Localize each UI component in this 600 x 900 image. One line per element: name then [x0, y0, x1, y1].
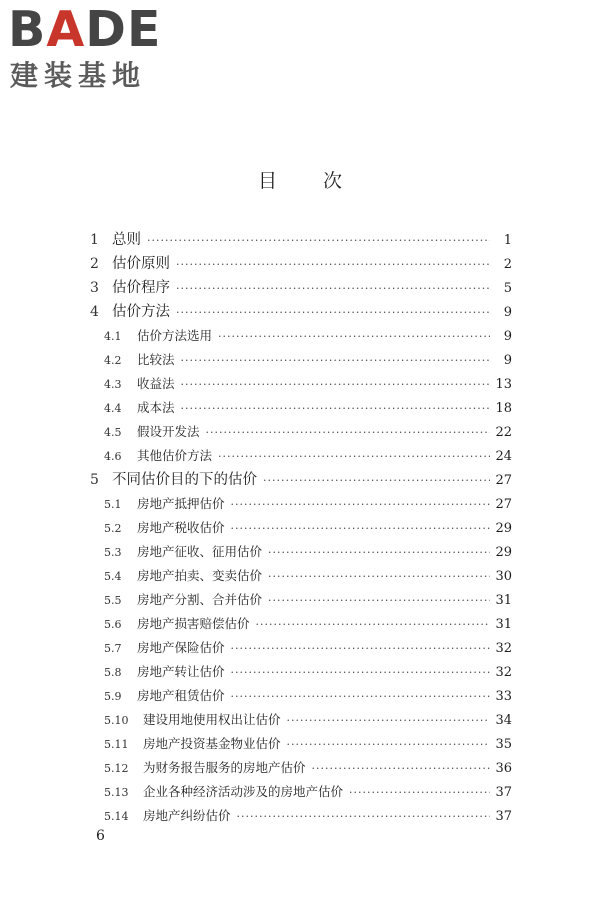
toc-entry-number: 4.4: [104, 402, 122, 415]
toc-entry-page: 2: [503, 257, 512, 272]
logo-wordmark: [8, 1, 162, 58]
page-title: [0, 166, 600, 193]
toc-entry-label: 估价方法: [112, 304, 170, 320]
toc-entry-page: 24: [495, 449, 512, 464]
toc-entry-number: 5.10: [104, 714, 129, 727]
page-number: 6: [96, 828, 105, 844]
toc-entry-label: 房地产租赁估价: [137, 688, 225, 703]
toc-dot-leader: [231, 493, 490, 516]
toc-entry-label: 估价原则: [112, 256, 170, 272]
toc-dot-leader: [218, 445, 490, 468]
toc-entry[interactable]: [90, 708, 512, 732]
toc-entry-page: 18: [495, 401, 512, 416]
toc-dot-leader: [268, 589, 490, 612]
toc-entry-label: 房地产税收估价: [137, 520, 225, 535]
toc-entry-label: 为财务报告服务的房地产估价: [143, 760, 306, 775]
toc-entry-number: 4.1: [104, 330, 122, 343]
toc-entry[interactable]: [90, 588, 512, 612]
logo-letter-b: B: [8, 1, 47, 58]
toc-entry-number: 5.7: [104, 642, 122, 655]
toc-entry-number: 4: [90, 304, 99, 320]
logo-letter-a: A: [46, 1, 86, 58]
toc-entry-number: 5.14: [104, 810, 129, 823]
toc-entry-page: 9: [503, 329, 512, 344]
toc-entry-number: 5.12: [104, 762, 129, 775]
toc-entry-label: 估价方法选用: [137, 328, 213, 343]
logo-subtitle: 建装基地: [10, 59, 147, 92]
toc-entry-page: 5: [503, 281, 512, 296]
toc-entry-number: 5: [90, 472, 99, 488]
toc-entry-label: 其他估价方法: [137, 448, 213, 463]
toc-entry-number: 4.6: [104, 450, 122, 463]
toc-entry[interactable]: [90, 564, 512, 588]
toc-entry[interactable]: [90, 468, 512, 492]
toc-entry-page: 29: [495, 521, 512, 536]
toc-entry-page: 33: [495, 689, 512, 704]
toc-entry-page: 36: [495, 761, 512, 776]
toc-entry[interactable]: [90, 396, 512, 420]
toc-entry-label: 房地产投资基金物业估价: [143, 736, 281, 751]
toc-entry-page: 9: [503, 305, 512, 320]
toc-entry[interactable]: [90, 756, 512, 780]
toc-entry-label: 不同估价目的下的估价: [112, 472, 257, 488]
toc-entry-page: 29: [495, 545, 512, 560]
toc-entry-label: 房地产保险估价: [137, 640, 225, 655]
page-title-char-1: 目: [257, 170, 277, 192]
toc-entry-label: 假设开发法: [137, 424, 200, 439]
toc-entry-label: 房地产征收、征用估价: [137, 544, 263, 559]
toc-entry-number: 4.5: [104, 426, 122, 439]
toc-entry-number: 5.6: [104, 618, 122, 631]
toc-entry-number: 3: [90, 280, 99, 296]
toc-dot-leader: [218, 325, 490, 348]
toc-entry-label: 房地产损害赔偿估价: [137, 616, 250, 631]
toc-dot-leader: [349, 781, 490, 804]
toc-dot-leader: [287, 733, 490, 756]
toc-entry-page: 30: [495, 569, 512, 584]
toc-entry[interactable]: [90, 732, 512, 756]
toc-entry-label: 成本法: [137, 400, 175, 415]
toc-entry-label: 房地产抵押估价: [137, 496, 225, 511]
toc-entry-label: 房地产分割、合并估价: [137, 592, 263, 607]
toc-dot-leader: [176, 277, 490, 300]
toc-dot-leader: [181, 373, 490, 396]
toc-entry-page: 34: [495, 713, 512, 728]
toc-entry[interactable]: [90, 420, 512, 444]
toc-entry[interactable]: [90, 804, 512, 828]
toc-entry-number: 5.9: [104, 690, 122, 703]
toc-entry-page: 37: [495, 785, 512, 800]
toc-entry-page: 13: [495, 377, 512, 392]
toc-entry-number: 4.3: [104, 378, 122, 391]
toc-entry-label: 收益法: [137, 376, 175, 391]
toc-entry-number: 5.5: [104, 594, 122, 607]
toc-entry[interactable]: [90, 300, 512, 324]
toc-entry-page: 27: [495, 497, 512, 512]
toc-entry[interactable]: [90, 516, 512, 540]
toc-entry[interactable]: [90, 348, 512, 372]
toc-dot-leader: [287, 709, 490, 732]
toc-dot-leader: [181, 349, 490, 372]
toc-entry[interactable]: [90, 612, 512, 636]
toc-entry-label: 比较法: [137, 352, 175, 367]
toc-entry[interactable]: [90, 444, 512, 468]
toc-entry-label: 房地产转让估价: [137, 664, 225, 679]
toc-dot-leader: [263, 469, 490, 492]
toc-entry-label: 房地产纠纷估价: [143, 808, 231, 823]
toc-entry-page: 35: [495, 737, 512, 752]
toc-entry-number: 5.11: [104, 738, 129, 751]
toc-entry-number: 5.2: [104, 522, 122, 535]
toc-dot-leader: [231, 685, 490, 708]
toc-entry[interactable]: [90, 372, 512, 396]
toc-entry-number: 5.13: [104, 786, 129, 799]
toc-entry[interactable]: [90, 324, 512, 348]
toc-dot-leader: [268, 565, 490, 588]
toc-dot-leader: [176, 253, 490, 276]
logo: [8, 1, 178, 96]
toc-entry-label: 总则: [112, 232, 141, 248]
toc-dot-leader: [256, 613, 490, 636]
toc-entry-number: 5.1: [104, 498, 122, 511]
toc-entry-page: 31: [495, 617, 512, 632]
toc-entry-label: 建设用地使用权出让估价: [143, 712, 281, 727]
toc-entry-number: 4.2: [104, 354, 122, 367]
toc-dot-leader: [268, 541, 490, 564]
toc-entry-page: 9: [503, 353, 512, 368]
toc-entry-number: 5.4: [104, 570, 122, 583]
table-of-contents: [90, 228, 512, 828]
toc-entry[interactable]: [90, 660, 512, 684]
toc-entry-page: 31: [495, 593, 512, 608]
toc-entry[interactable]: [90, 780, 512, 804]
toc-entry-label: 房地产拍卖、变卖估价: [137, 568, 263, 583]
toc-dot-leader: [231, 637, 490, 660]
toc-entry[interactable]: [90, 228, 512, 252]
toc-dot-leader: [312, 757, 490, 780]
toc-entry[interactable]: [90, 492, 512, 516]
toc-entry[interactable]: [90, 276, 512, 300]
toc-entry-page: 22: [495, 425, 512, 440]
toc-dot-leader: [237, 805, 490, 828]
toc-dot-leader: [206, 421, 490, 444]
toc-dot-leader: [176, 301, 490, 324]
toc-entry[interactable]: [90, 252, 512, 276]
toc-dot-leader: [181, 397, 490, 420]
toc-entry-page: 1: [503, 233, 512, 248]
toc-entry-number: 5.8: [104, 666, 122, 679]
toc-entry-label: 企业各种经济活动涉及的房地产估价: [143, 784, 344, 799]
toc-entry[interactable]: [90, 636, 512, 660]
page-title-char-2: 次: [323, 170, 343, 192]
toc-entry[interactable]: [90, 684, 512, 708]
toc-dot-leader: [231, 517, 490, 540]
toc-entry-number: 5.3: [104, 546, 122, 559]
toc-entry-page: 32: [495, 665, 512, 680]
toc-dot-leader: [147, 229, 490, 252]
toc-entry-page: 37: [495, 809, 512, 824]
toc-entry[interactable]: [90, 540, 512, 564]
toc-dot-leader: [231, 661, 490, 684]
logo-letters-de: DE: [85, 1, 162, 58]
toc-entry-label: 估价程序: [112, 280, 170, 296]
toc-entry-page: 32: [495, 641, 512, 656]
toc-entry-number: 2: [90, 256, 99, 272]
toc-entry-number: 1: [90, 232, 99, 248]
toc-entry-page: 27: [495, 473, 512, 488]
